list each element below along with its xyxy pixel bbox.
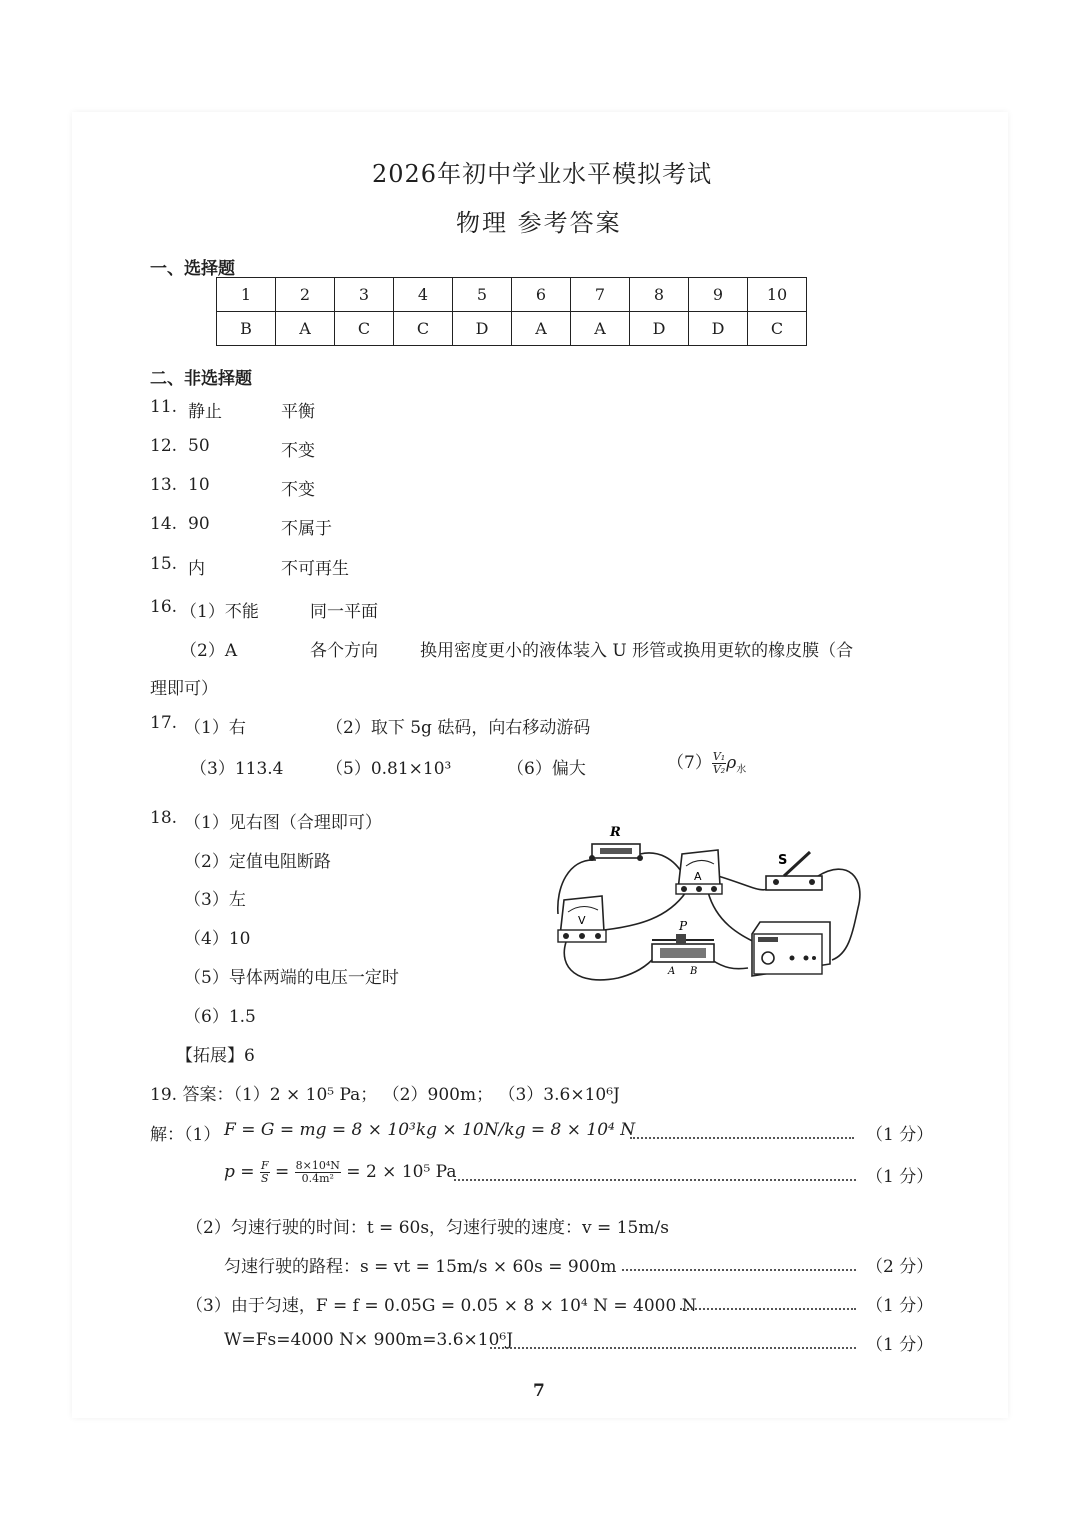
q19-line3: （2）匀速行驶的时间：t = 60s，匀速行驶的速度：v = 15m/s bbox=[186, 1218, 669, 1238]
table-row-answers bbox=[217, 312, 807, 346]
dotted-leader bbox=[454, 1179, 856, 1181]
pressure-result: = 2 × 10⁵ Pa bbox=[346, 1162, 457, 1182]
fraction-numerator: 8×10⁴N bbox=[295, 1159, 340, 1172]
label-s: S bbox=[778, 853, 788, 868]
table-cell: 2 bbox=[276, 278, 335, 312]
water-subscript: 水 bbox=[736, 764, 747, 776]
fraction-numerator: V₁ bbox=[712, 750, 726, 763]
q16-part2c: 换用密度更小的液体装入 U 形管或换用更软的橡皮膜（合 bbox=[420, 641, 854, 661]
fraction-denominator: V₂ bbox=[712, 763, 726, 776]
q17-part1: （1）右 bbox=[184, 718, 246, 738]
wire bbox=[564, 942, 652, 980]
q12-answer-a: 50 bbox=[188, 436, 210, 456]
circuit-diagram bbox=[548, 818, 868, 996]
table-cell: 7 bbox=[571, 278, 630, 312]
q17-part5: （5）0.81×10³ bbox=[326, 759, 452, 779]
q17-part7-label: （7） bbox=[667, 753, 712, 773]
q18-part6: （6）1.5 bbox=[184, 1007, 256, 1027]
q11-answer-a: 静止 bbox=[188, 402, 222, 422]
dotted-leader bbox=[680, 1308, 856, 1310]
q16-part2b: 各个方向 bbox=[310, 641, 378, 661]
q16-part1: （1）不能 bbox=[180, 602, 259, 622]
table-cell: D bbox=[453, 312, 512, 346]
label-a: A bbox=[694, 870, 702, 883]
q16-number: 16. bbox=[150, 597, 178, 617]
q11-answer-b: 平衡 bbox=[281, 402, 315, 422]
rheostat bbox=[652, 934, 714, 962]
label-rheostat-a: A bbox=[668, 966, 676, 977]
label-r: R bbox=[610, 825, 621, 840]
table-cell: 4 bbox=[394, 278, 453, 312]
q14-answer-b: 不属于 bbox=[281, 519, 332, 539]
table-cell: C bbox=[335, 312, 394, 346]
section-heading-nonchoice: 二、非选择题 bbox=[150, 369, 252, 389]
q19-line6-score: （1 分） bbox=[866, 1335, 934, 1355]
dotted-leader bbox=[622, 1269, 856, 1271]
q15-answer-a: 内 bbox=[188, 559, 205, 579]
table-cell: 1 bbox=[217, 278, 276, 312]
q18-extension: 【拓展】6 bbox=[176, 1046, 255, 1066]
q19-line4: 匀速行驶的路程：s = vt = 15m/s × 60s = 900m bbox=[224, 1257, 617, 1277]
dotted-leader bbox=[490, 1347, 856, 1349]
table-cell: B bbox=[217, 312, 276, 346]
table-row-numbers bbox=[217, 278, 807, 312]
q17-number: 17. bbox=[150, 713, 178, 733]
q14-answer-a: 90 bbox=[188, 514, 210, 534]
q19-line1: F = G = mg = 8 × 10³kg × 10N/kg = 8 × 10⁴ N bbox=[224, 1120, 636, 1140]
q19-line1-score: （1 分） bbox=[866, 1125, 934, 1145]
table-cell: C bbox=[748, 312, 807, 346]
table-cell: 8 bbox=[630, 278, 689, 312]
q13-number: 13. bbox=[150, 475, 178, 495]
choice-answer-table bbox=[216, 277, 807, 346]
power-supply bbox=[752, 922, 830, 976]
table-cell: 6 bbox=[512, 278, 571, 312]
q17-part2: （2）取下 5g 砝码，向右移动游码 bbox=[326, 718, 591, 738]
q12-answer-b: 不变 bbox=[281, 441, 315, 461]
fraction-numerator: F bbox=[260, 1159, 269, 1172]
pressure-symbol: p = bbox=[224, 1162, 255, 1182]
pressure-fraction-symbolic bbox=[260, 1160, 270, 1185]
table-cell: 5 bbox=[453, 278, 512, 312]
q18-part3: （3）左 bbox=[184, 890, 246, 910]
q19-line2-score: （1 分） bbox=[866, 1167, 934, 1187]
equals-sign: = bbox=[274, 1162, 290, 1182]
table-cell: 10 bbox=[748, 278, 807, 312]
switch bbox=[766, 852, 822, 890]
volume-fraction bbox=[712, 751, 726, 776]
q12-number: 12. bbox=[150, 436, 178, 456]
wire bbox=[712, 960, 748, 969]
page-title: 2026年初中学业水平模拟考试 bbox=[372, 160, 713, 188]
q19-answer-line: 19. 答案：（1）2 × 10⁵ Pa； （2）900m； （3）3.6×10⁶J bbox=[150, 1085, 620, 1105]
wire bbox=[640, 853, 684, 876]
q19-line5-score: （1 分） bbox=[866, 1296, 934, 1316]
table-cell: A bbox=[276, 312, 335, 346]
label-rheostat-b: B bbox=[690, 966, 698, 977]
page-subtitle: 物理 参考答案 bbox=[456, 209, 622, 237]
q18-part5: （5）导体两端的电压一定时 bbox=[184, 968, 399, 988]
q15-number: 15. bbox=[150, 554, 178, 574]
q19-solution-label: 解：（1） bbox=[150, 1125, 221, 1145]
q18-part1: （1）见右图（合理即可） bbox=[184, 813, 382, 833]
table-cell: C bbox=[394, 312, 453, 346]
table-cell: A bbox=[571, 312, 630, 346]
q19-line5: （3）由于匀速，F = f = 0.05G = 0.05 × 8 × 10⁴ N = 4000 N bbox=[186, 1296, 697, 1316]
q18-part4: （4）10 bbox=[184, 929, 251, 949]
q19-line2 bbox=[224, 1160, 456, 1185]
q16-part2d: 理即可） bbox=[150, 679, 218, 699]
table-cell: A bbox=[512, 312, 571, 346]
rho-symbol: ρ bbox=[726, 753, 737, 773]
q19-line4-score: （2 分） bbox=[866, 1257, 934, 1277]
label-p: P bbox=[679, 919, 688, 933]
pressure-fraction-numeric bbox=[295, 1160, 341, 1185]
page-number: 7 bbox=[533, 1381, 545, 1401]
table-cell: D bbox=[630, 312, 689, 346]
q16-part1b: 同一平面 bbox=[310, 602, 378, 622]
q16-part2: （2）A bbox=[180, 641, 238, 661]
dotted-leader bbox=[630, 1137, 854, 1139]
table-cell: D bbox=[689, 312, 748, 346]
q17-part7 bbox=[667, 748, 746, 776]
resistor bbox=[589, 844, 643, 861]
q17-part6: （6）偏大 bbox=[507, 759, 586, 779]
section-heading-choice: 一、选择题 bbox=[150, 259, 235, 279]
q14-number: 14. bbox=[150, 514, 178, 534]
q17-part3: （3）113.4 bbox=[190, 759, 284, 779]
table-cell: 9 bbox=[689, 278, 748, 312]
q13-answer-b: 不变 bbox=[281, 480, 315, 500]
q19-line6: W=Fs=4000 N× 900m=3.6×10⁶J bbox=[224, 1330, 514, 1350]
wire bbox=[604, 892, 686, 930]
q13-answer-a: 10 bbox=[188, 475, 210, 495]
q18-number: 18. bbox=[150, 808, 178, 828]
q15-answer-b: 不可再生 bbox=[281, 559, 349, 579]
table-cell: 3 bbox=[335, 278, 394, 312]
fraction-denominator: S bbox=[260, 1172, 269, 1185]
q18-part2: （2）定值电阻断路 bbox=[184, 852, 331, 872]
q11-number: 11. bbox=[150, 397, 178, 417]
fraction-denominator: 0.4m² bbox=[301, 1172, 334, 1185]
label-v: V bbox=[578, 914, 586, 927]
